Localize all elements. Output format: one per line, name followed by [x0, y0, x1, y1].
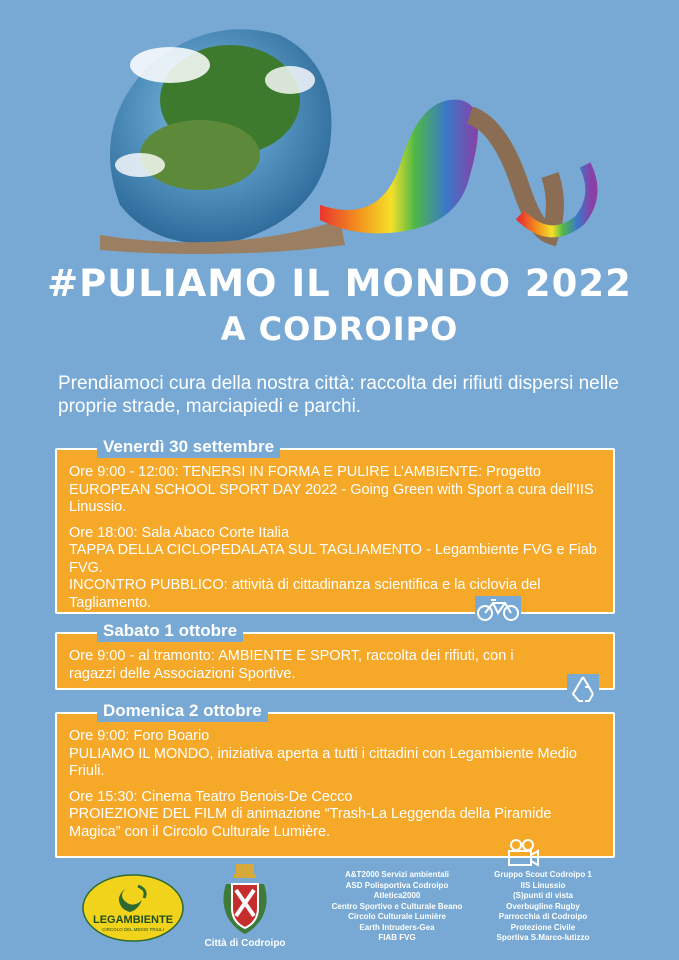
event-paragraph: Ore 9:00 - 12:00: TENERSI IN FORMA E PULIRE L’AMBIENTE: Progetto EUROPEAN SCHOOL SPORT DAY 2022 - Going Green with Sport a cura dell’IIS Linussio.	[69, 464, 594, 515]
legambiente-logo	[82, 874, 184, 942]
event-details	[57, 450, 613, 628]
event-details	[57, 634, 613, 699]
partner-item: Overbugline Rugby	[506, 901, 580, 911]
partner-item: Earth Intruders-Gea	[359, 922, 435, 932]
event-paragraph: TAPPA DELLA CICLOPEDALATA SUL TAGLIAMENTO - Legambiente FVG e Fiab FVG.	[69, 542, 597, 576]
partner-item: Centro Sportivo e Culturale Beano	[331, 901, 463, 911]
legambiente-name: LEGAMBIENTE	[92, 914, 174, 926]
event-paragraph: Ore 15:30: Cinema Teatro Benois-De Cecco	[69, 788, 353, 805]
partner-item: Atletica2000	[373, 891, 421, 900]
partner-item: Sportiva S.Marco-Iutizzo	[496, 933, 590, 942]
partner-item: ASD Polisportiva Codroipo	[345, 880, 449, 890]
partner-item: Circolo Culturale Lumière	[348, 912, 446, 921]
partner-item: FIAB FVG	[378, 933, 416, 942]
camera-icon	[506, 838, 540, 868]
legambiente-sub: CIRCOLO DEL MEDIO FRIULI	[102, 927, 164, 932]
event-details	[57, 714, 613, 857]
partner-item: IIS Linussio	[520, 880, 566, 890]
city-name: Città di Codroipo	[204, 938, 286, 949]
event-paragraph: Ore 18:00: Sala Abaco Corte Italia	[69, 524, 290, 541]
day-title: Sabato 1 ottobre	[97, 620, 243, 642]
event-box-friday	[55, 437, 615, 614]
partner-item: (S)punti di vista	[513, 891, 573, 900]
event-paragraph: INCONTRO PUBBLICO: attività di cittadinanza scientifica e la ciclovia del Tagliamento.	[69, 577, 541, 611]
day-title: Venerdì 30 settembre	[97, 436, 280, 458]
intro-text: Prendiamoci cura della nostra città: raccolta dei rifiuti dispersi nelle proprie strade, marciapiedi e parchi.	[58, 373, 619, 417]
partners-list-right	[478, 870, 608, 944]
event-box-saturday	[55, 621, 615, 690]
city-crest-icon	[222, 862, 268, 936]
headline-location: A CODROIPO	[220, 310, 459, 348]
day-title: Domenica 2 ottobre	[97, 700, 268, 722]
earth-illustration	[80, 5, 610, 255]
partner-item: Protezione Civile	[510, 922, 576, 932]
event-box-sunday	[55, 701, 615, 858]
event-paragraph: Ore 9:00: Foro Boario	[69, 728, 210, 744]
event-paragraph: PULIAMO IL MONDO, iniziativa aperta a tutti i cittadini con Legambiente Medio Friuli.	[69, 745, 577, 779]
partner-item: Parrocchia di Codroipo	[498, 912, 588, 921]
bicycle-icon	[475, 596, 521, 622]
partners-list-left	[318, 870, 476, 944]
recycle-icon	[567, 674, 599, 704]
partner-item: Gruppo Scout Codroipo 1	[494, 870, 592, 879]
partner-item: A&T2000 Servizi ambientali	[344, 870, 450, 879]
headline-title: #PULIAMO IL MONDO 2022	[47, 262, 632, 305]
event-paragraph: PROIEZIONE DEL FILM di animazione “Trash-La Leggenda della Piramide Magica” con il Circolo Culturale Lumière.	[69, 806, 552, 840]
event-paragraph: Ore 9:00 - al tramonto: AMBIENTE E SPORT, raccolta dei rifiuti, con i ragazzi delle Associazioni Sportive.	[69, 648, 514, 682]
